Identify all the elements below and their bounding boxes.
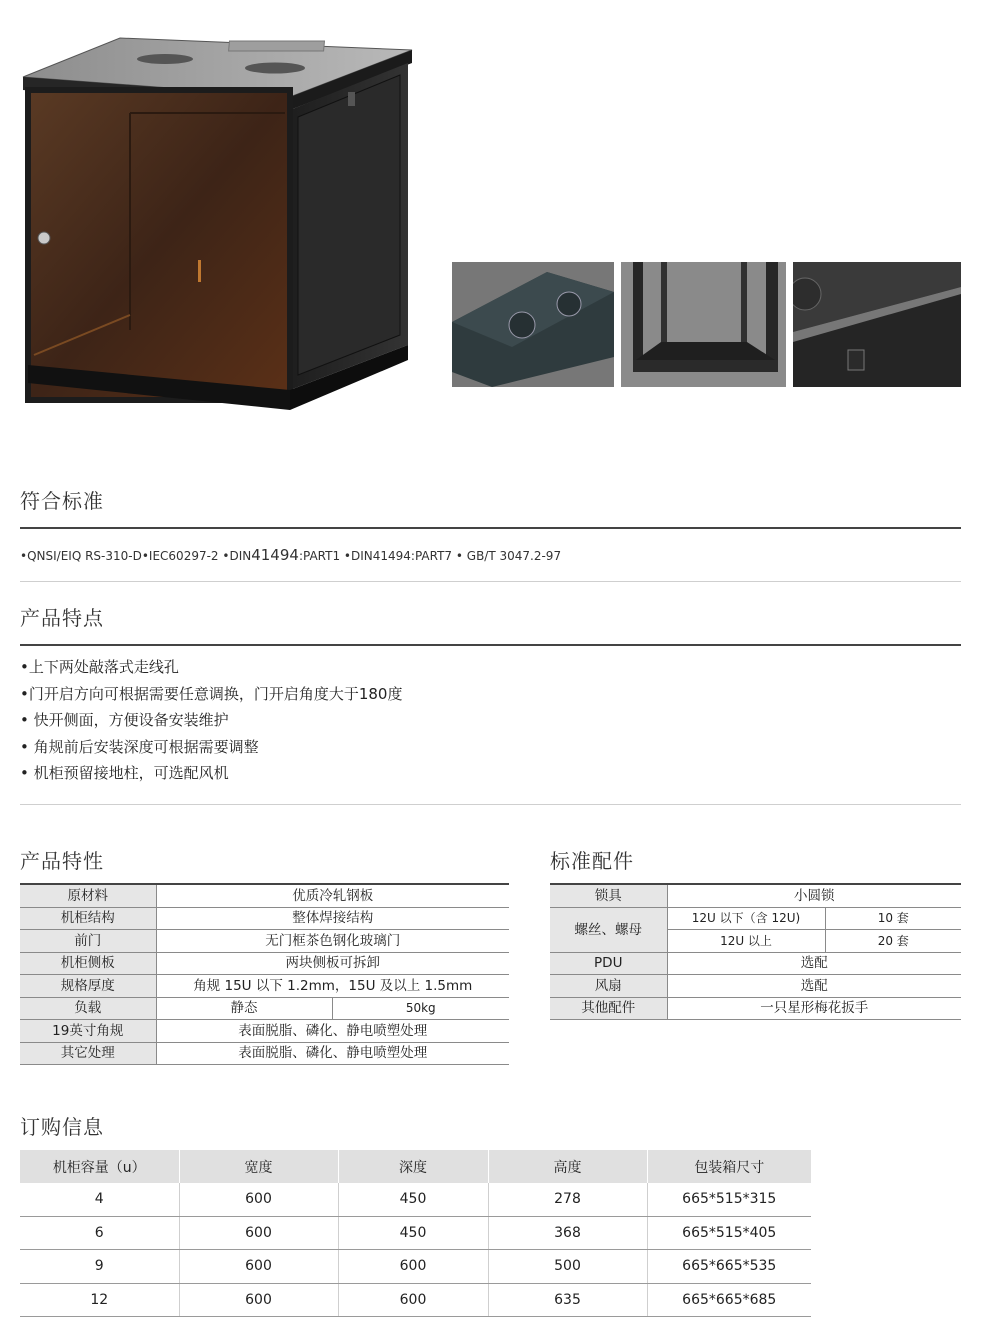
property-key: 机柜侧板	[20, 952, 156, 975]
table-cell: 665*515*315	[647, 1183, 811, 1216]
accessory-key: PDU	[550, 952, 667, 975]
column-header: 包装箱尺寸	[647, 1150, 811, 1183]
table-row	[550, 907, 961, 930]
table-row	[550, 884, 961, 907]
table-cell: 600	[179, 1250, 338, 1284]
column-header: 高度	[488, 1150, 647, 1183]
feature-item: • 角规前后安装深度可根据需要调整	[20, 737, 259, 756]
feature-item: • 快开侧面，方便设备安装维护	[20, 711, 229, 729]
property-value: 表面脱脂、磷化、静电喷塑处理	[156, 1020, 509, 1043]
section-divider	[20, 644, 961, 646]
standards-text: •QNSI/EIQ RS-310-D•IEC60297-2 •DIN	[20, 549, 252, 563]
accessory-value: 一只星形梅花扳手	[667, 997, 961, 1020]
table-row	[20, 997, 509, 1020]
property-value: 表面脱脂、磷化、静电喷塑处理	[156, 1042, 509, 1065]
accessory-key: 锁具	[550, 884, 667, 907]
accessory-key: 螺丝、螺母	[550, 907, 667, 952]
ordering-table	[20, 1150, 811, 1317]
property-value-secondary: 50kg	[332, 997, 509, 1020]
table-cell: 665*665*535	[647, 1250, 811, 1284]
table-cell: 665*665*685	[647, 1283, 811, 1317]
table-cell: 500	[488, 1250, 647, 1284]
property-key: 机柜结构	[20, 907, 156, 930]
table-row	[20, 1250, 811, 1284]
accessory-quantity: 20 套	[825, 930, 961, 953]
standards-text: 41494	[251, 546, 299, 564]
property-value: 角规 15U 以下 1.2mm，15U 及以上 1.5mm	[156, 975, 509, 998]
table-cell: 450	[338, 1216, 488, 1250]
property-value: 无门框茶色钢化玻璃门	[156, 930, 509, 953]
accessory-key: 其他配件	[550, 997, 667, 1020]
properties-table	[20, 883, 509, 1065]
side-lock-icon	[348, 92, 355, 106]
table-row	[550, 975, 961, 998]
detail-photo-top-panel	[452, 262, 614, 387]
door-lock-icon	[38, 232, 50, 244]
table-header-row	[20, 1150, 811, 1183]
table-cell: 635	[488, 1283, 647, 1317]
accessories-title: 标准配件	[550, 849, 634, 873]
features-title: 产品特点	[20, 606, 104, 630]
column-header: 宽度	[179, 1150, 338, 1183]
accessory-value: 选配	[667, 952, 961, 975]
side-lock-icon	[848, 350, 864, 370]
feature-item: •上下两处敲落式走线孔	[20, 658, 179, 676]
property-key: 19英寸角规	[20, 1020, 156, 1043]
table-cell: 6	[20, 1216, 179, 1250]
table-cell: 368	[488, 1216, 647, 1250]
fan-grille-icon	[557, 292, 581, 316]
section-divider	[20, 804, 961, 805]
standards-text: :PART1 •DIN41494:PART7 • GB/T 3047.2-97	[298, 549, 562, 563]
feature-item: • 机柜预留接地柱，可选配风机	[20, 764, 229, 782]
property-key: 前门	[20, 930, 156, 953]
table-cell: 278	[488, 1183, 647, 1216]
table-row	[20, 1216, 811, 1250]
ordering-title: 订购信息	[20, 1115, 104, 1139]
table-cell: 12	[20, 1283, 179, 1317]
table-row	[550, 952, 961, 975]
table-cell: 9	[20, 1250, 179, 1284]
property-value: 静态	[156, 997, 332, 1020]
table-row	[20, 1042, 509, 1065]
standards-title: 符合标准	[20, 489, 104, 513]
property-value: 优质冷轧钢板	[156, 884, 509, 907]
table-row	[20, 952, 509, 975]
standards-list	[20, 546, 561, 564]
property-key: 原材料	[20, 884, 156, 907]
table-cell: 600	[179, 1283, 338, 1317]
properties-title: 产品特性	[20, 849, 104, 873]
column-header: 深度	[338, 1150, 488, 1183]
features-list	[20, 654, 402, 787]
table-cell: 600	[338, 1283, 488, 1317]
accessory-quantity: 10 套	[825, 907, 961, 930]
table-row	[20, 1020, 509, 1043]
table-row	[20, 907, 509, 930]
table-row	[20, 884, 509, 907]
fan-grille-icon	[137, 54, 193, 64]
detail-photo-frame	[621, 262, 786, 387]
detail-photo-side-vent	[793, 262, 961, 387]
table-row	[20, 1283, 811, 1317]
accessory-condition: 12U 以上	[667, 930, 825, 953]
table-cell: 600	[338, 1250, 488, 1284]
accessory-value: 选配	[667, 975, 961, 998]
cabinet-product-image	[20, 35, 415, 415]
accessory-value: 小圆锁	[667, 884, 961, 907]
table-row	[20, 1183, 811, 1216]
property-value: 两块侧板可拆卸	[156, 952, 509, 975]
table-cell: 450	[338, 1183, 488, 1216]
table-cell: 600	[179, 1216, 338, 1250]
property-value: 整体焊接结构	[156, 907, 509, 930]
fan-grille-icon	[793, 278, 821, 310]
accessories-table	[550, 883, 961, 1020]
table-row	[20, 975, 509, 998]
property-key: 规格厚度	[20, 975, 156, 998]
section-divider	[20, 527, 961, 529]
accessory-condition: 12U 以下（含 12U)	[667, 907, 825, 930]
fan-grille-icon	[245, 63, 305, 74]
section-divider	[20, 581, 961, 582]
accessory-key: 风扇	[550, 975, 667, 998]
fan-grille-icon	[509, 312, 535, 338]
property-key: 负载	[20, 997, 156, 1020]
feature-item: •门开启方向可根据需要任意调换，门开启角度大于180度	[20, 684, 403, 703]
table-cell: 4	[20, 1183, 179, 1216]
table-row	[20, 930, 509, 953]
table-cell: 665*515*405	[647, 1216, 811, 1250]
table-cell: 600	[179, 1183, 338, 1216]
property-key: 其它处理	[20, 1042, 156, 1065]
table-row	[550, 997, 961, 1020]
column-header: 机柜容量（u）	[20, 1150, 179, 1183]
